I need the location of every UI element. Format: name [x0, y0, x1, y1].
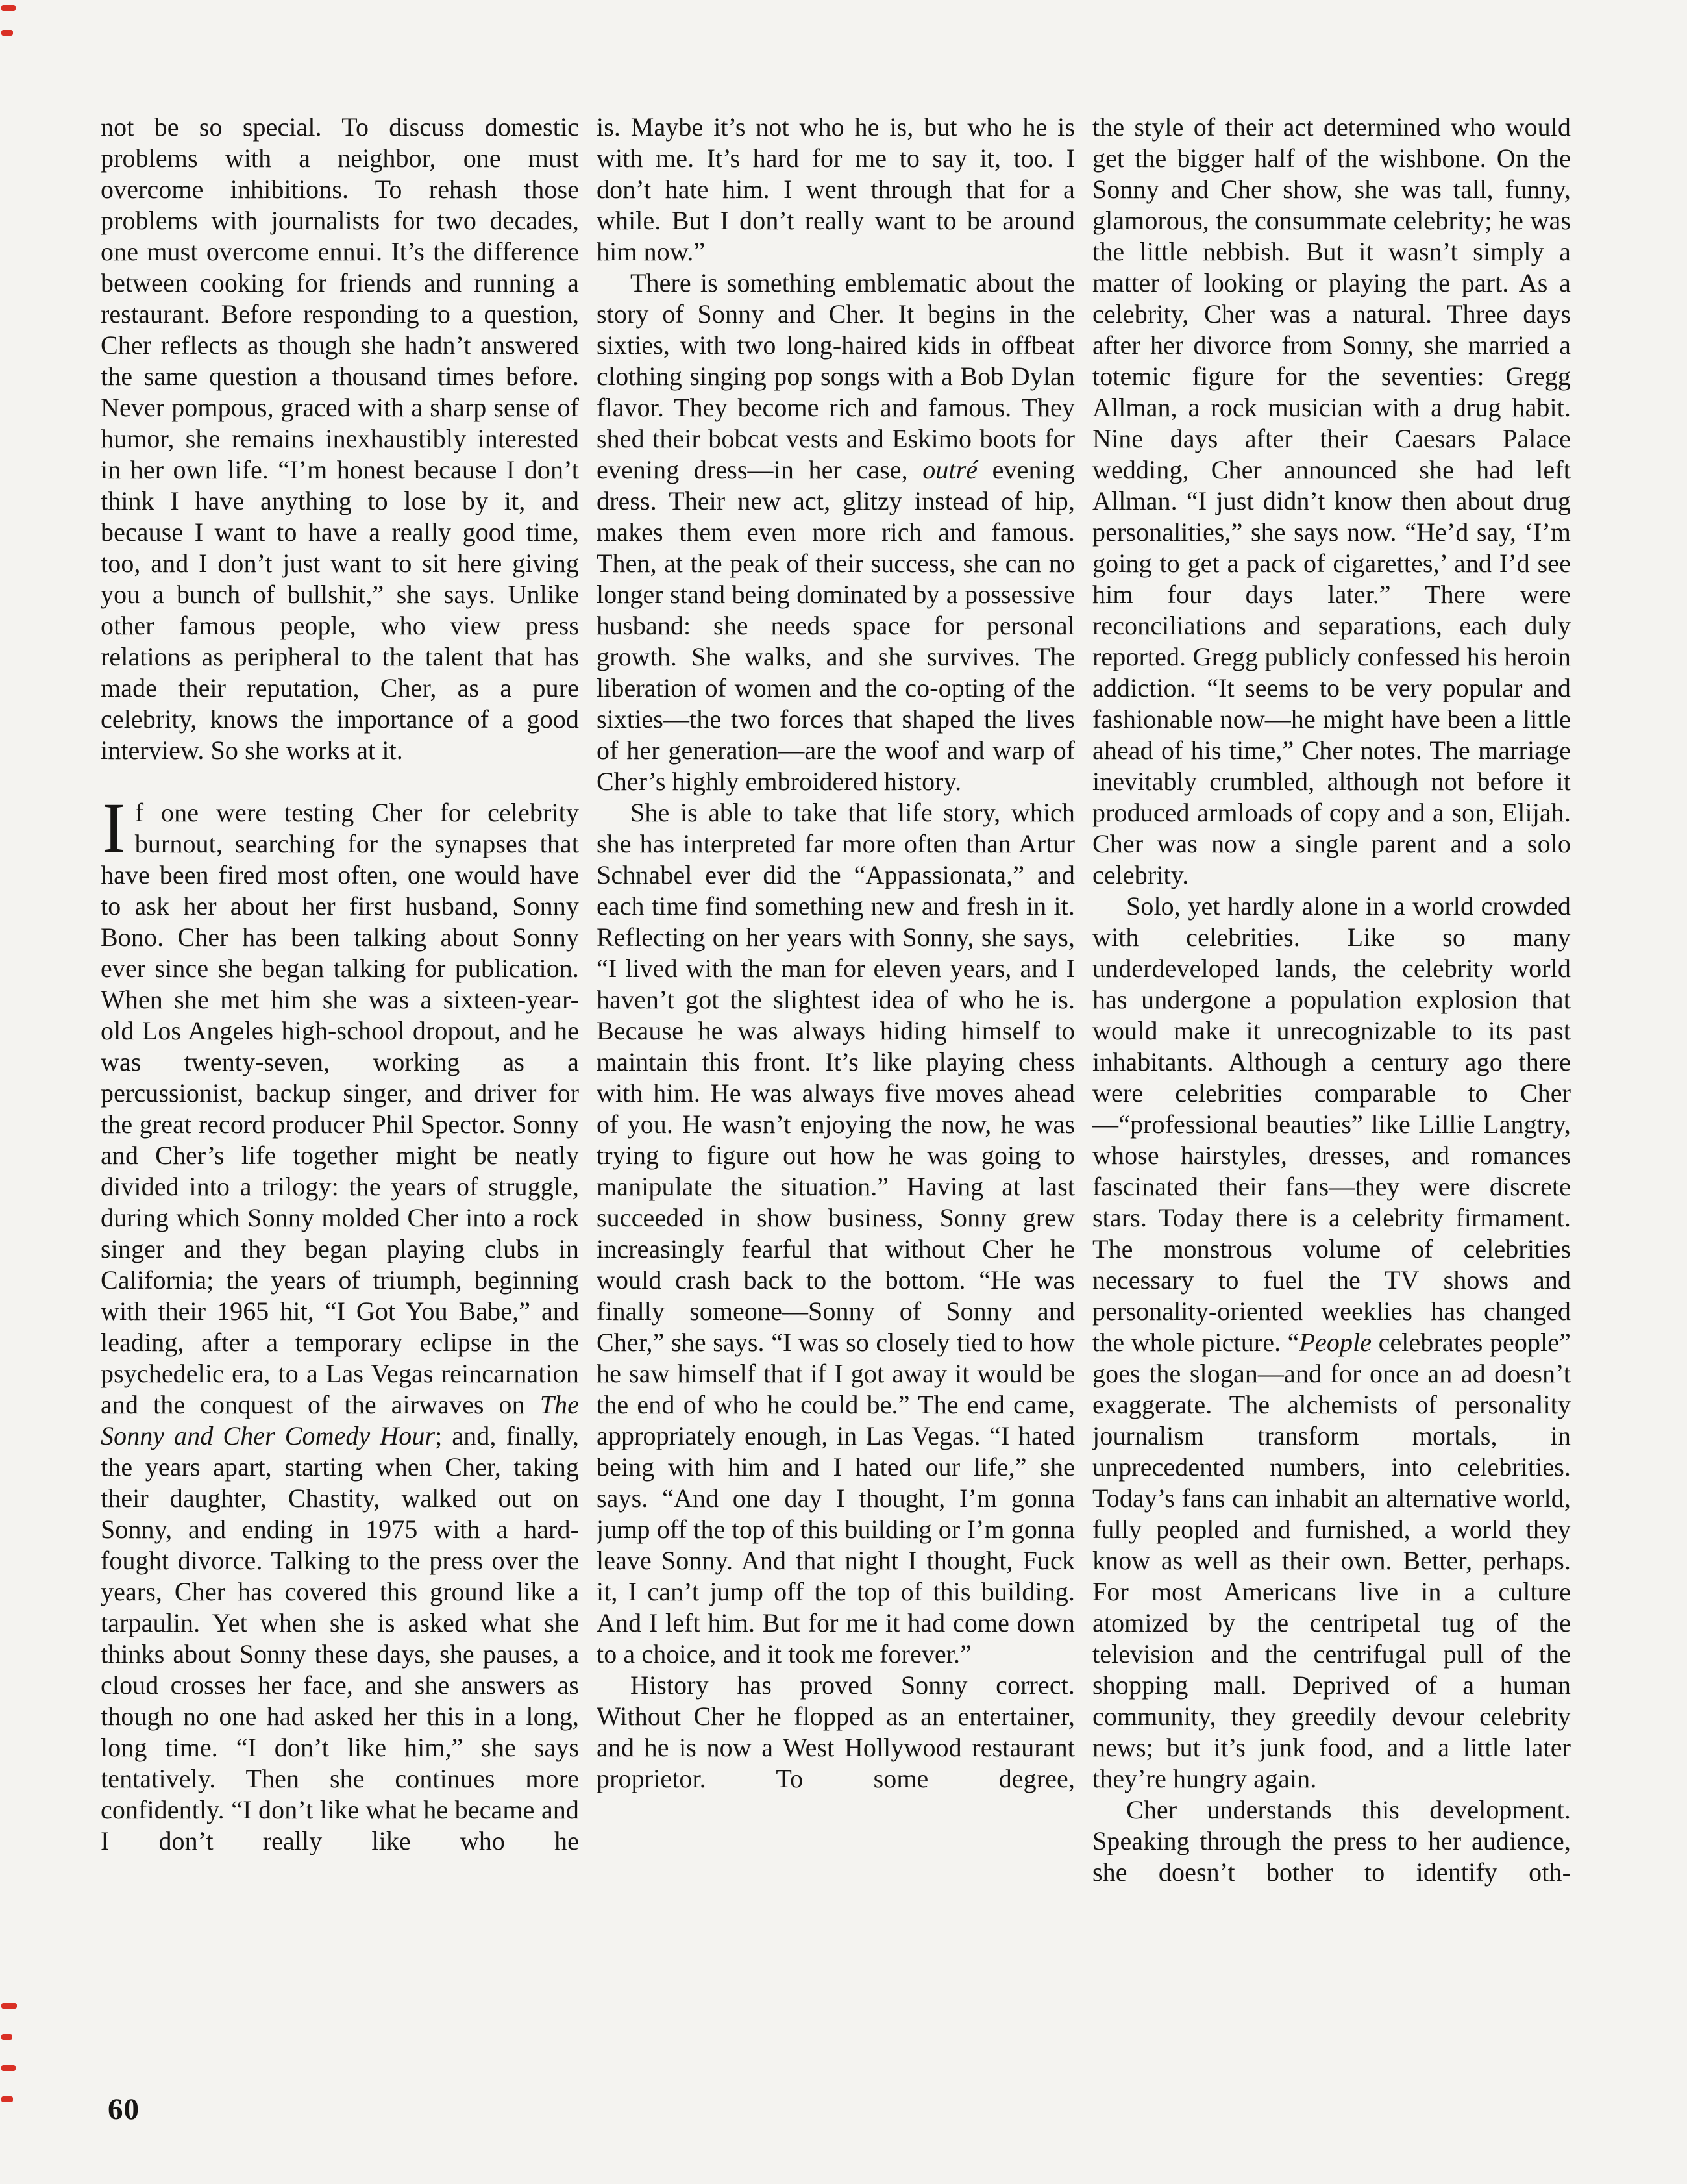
page-number: 60 [108, 2092, 140, 2126]
paragraph [101, 112, 579, 766]
paragraph [1092, 891, 1571, 1794]
text-run: the style of their act determined who would get the bigger half of the wishbone. On the Sonny and Cher show, she was tall, funny, glamorous, the consummate celebrity; he was the little nebbish. But it wasn’t simply a matter of looking or playing the part. As a celebrity, Cher was a natural. Three days after her divorce from Sonny, she married a totemic figure for the seventies: Gregg Allman, a rock musician with a drug habit. Nine days after their Caesars Palace wedding, Cher announced she had left Allman. “I just didn’t know then about drug personalities,” she says now. “He’d say, ‘I’m going to get a pack of cigarettes,’ and I’d see him four days later.” There were reconciliations and separations, each duly reported. Gregg publicly confessed his heroin addiction. “It seems to be very popular and fashionable now—he might have been a little ahead of his time,” Cher notes. The marriage inevitably crumbled, although not before it produced armloads of copy and a son, Elijah. Cher was now a single parent and a solo celebrity. [1092, 112, 1571, 889]
paragraph [1092, 112, 1571, 891]
text-run: She is able to take that life story, which she has interpreted far more often than Artur Schnabel ever did the “Appassionata,” and each time find something new and fresh in it. Reflecting on her years with Sonny, she says, “I lived with the man for eleven years, and I haven’t got the slightest idea of who he is. Because he was always hiding himself to maintain this front. It’s like playing chess with him. He was always five moves ahead of you. He wasn’t enjoying the now, he was trying to figure out how he was going to manipulate the situation.” Having at last succeeded in show business, Sonny grew increasingly fearful that without Cher he would crash back to the bottom. “He was finally someone—Sonny of Sonny and Cher,” she says. “I was so closely tied to how he saw himself that if I got away it would be the end of who he could be.” The end came, appropriately enough, in Las Vegas. “I hated being with him and I hated our life,” she says. “And one day I thought, I’m gonna jump off the top of this building or I’m gonna leave Sonny. And that night I thought, Fuck it, I can’t jump off the top of this building. And I left him. But for me it had come down to a choice, and it took me forever.” [597, 798, 1075, 1669]
text-run: Solo, yet hardly alone in a world crowded with celebrities. Like so many underdeveloped lands, the celebrity world has undergone a population explosion that would make it unrecognizable to its past inhabitants. Although a century ago there were celebrities comparable to Cher—“professional beauties” like Lillie Langtry, whose hairstyles, dresses, and romances fascinated their fans—they were discrete stars. Today there is a celebrity firmament. The monstrous volume of celebrities necessary to fuel the TV shows and personality-oriented weeklies has changed the whole picture. “ [1092, 891, 1571, 1357]
text-column-1 [101, 112, 579, 2085]
paragraph [1092, 1794, 1571, 1888]
red-mark [1, 2096, 13, 2102]
drop-cap: I [102, 788, 126, 867]
red-mark [1, 2065, 16, 2071]
text-column-3 [1092, 112, 1571, 2085]
red-mark [1, 2034, 12, 2040]
text-run: Cher understands this development. Speaking through the press to her audience, she doesn’t bother to identify oth- [1092, 1795, 1571, 1887]
text-run: The Sonny and Cher Comedy Hour [101, 1390, 579, 1450]
text-run: outré [922, 455, 978, 484]
text-column-2 [597, 112, 1075, 2085]
red-mark [1, 2003, 17, 2009]
text-run: is. Maybe it’s not who he is, but who he is with me. It’s hard for me to say it, too. I don’t hate him. I went through that for a while. But I don’t really want to be around him now.” [597, 112, 1075, 266]
text-run: History has proved Sonny correct. Without Cher he flopped as an entertainer, and he is now a West Hollywood restaurant proprietor. To some degree, [597, 1670, 1075, 1793]
text-run: People [1299, 1328, 1372, 1357]
paragraph [597, 112, 1075, 267]
text-run: not be so special. To discuss domestic problems with a neighbor, one must overcome inhibitions. To rehash those problems with journalists for two decades, one must overcome ennui. It’s the difference between cooking for friends and running a restaurant. Before responding to a question, Cher reflects as though she hadn’t answered the same question a thousand times before. Never pompous, graced with a sharp sense of humor, she remains inexhaustibly interested in her own life. “I’m honest because I don’t think I have anything to lose by it, and because I want to have a really good time, too, and I don’t just want to sit here giving you a bunch of bullshit,” she says. Unlike other famous people, who view press relations as peripheral to the talent that has made their reputation, Cher, as a pure celebrity, knows the importance of a good interview. So she works at it. [101, 112, 579, 765]
paragraph [597, 1670, 1075, 1794]
text-run: ; and, finally, the years apart, starting when Cher, taking their daughter, Chastity, walked out on Sonny, and ending in 1975 with a hard-fought divorce. Talking to the press over the years, Cher has covered this ground like a tarpaulin. Yet when she is asked what she thinks about Sonny these days, she pauses, a cloud crosses her face, and she answers as though no one had asked her this in a long, long time. “I don’t like him,” she says tentatively. Then she continues more confidently. “I don’t like what he became and I don’t really like who he [101, 1421, 579, 1855]
article-body [101, 112, 1571, 2085]
text-run: evening dress. Their new act, glitzy instead of hip, makes them even more rich and famous. Then, at the peak of their success, she can no longer stand being dominated by a possessive husband: she needs space for personal growth. She walks, and she survives. The liberation of women and the co-opting of the sixties—the two forces that shaped the lives of her generation—are the woof and warp of Cher’s highly embroidered history. [597, 455, 1075, 796]
text-run: There is something emblematic about the story of Sonny and Cher. It begins in the sixties, with two long-haired kids in offbeat clothing singing pop songs with a Bob Dylan flavor. They become rich and famous. They shed their bobcat vests and Eskimo boots for evening dress—in her case, [597, 268, 1075, 484]
red-mark [1, 30, 13, 36]
text-run: celebrates people” goes the slogan—and for once an ad doesn’t exaggerate. The alchemists of personality journalism transform mortals, in unprecedented numbers, into celebrities. Today’s fans can inhabit an alternative world, fully peopled and furnished, a world they know as well as their own. Better, perhaps. For most Americans live in a culture atomized by the centripetal tug of the television and the centrifugal pull of the shopping mall. Deprived of a human community, they greedily devour celebrity news; but it’s junk food, and a little later they’re hungry again. [1092, 1328, 1571, 1793]
text-run: f one were testing Cher for celebrity burnout, searching for the synapses that have been fired most often, one would have to ask her about her first husband, Sonny Bono. Cher has been talking about Sonny ever since she began talking for publication. When she met him she was a sixteen-year-old Los Angeles high-school dropout, and he was twenty-seven, working as a percussionist, backup singer, and driver for the great record producer Phil Spector. Sonny and Cher’s life together might be neatly divided into a trilogy: the years of struggle, during which Sonny molded Cher into a rock singer and they began playing clubs in California; the years of triumph, beginning with their 1965 hit, “I Got You Babe,” and leading, after a temporary eclipse in the psychedelic era, to a Las Vegas reincarnation and the conquest of the airwaves on [101, 798, 579, 1419]
paragraph [597, 267, 1075, 797]
red-mark [1, 5, 16, 11]
paragraph [101, 788, 579, 1857]
paragraph [597, 797, 1075, 1670]
